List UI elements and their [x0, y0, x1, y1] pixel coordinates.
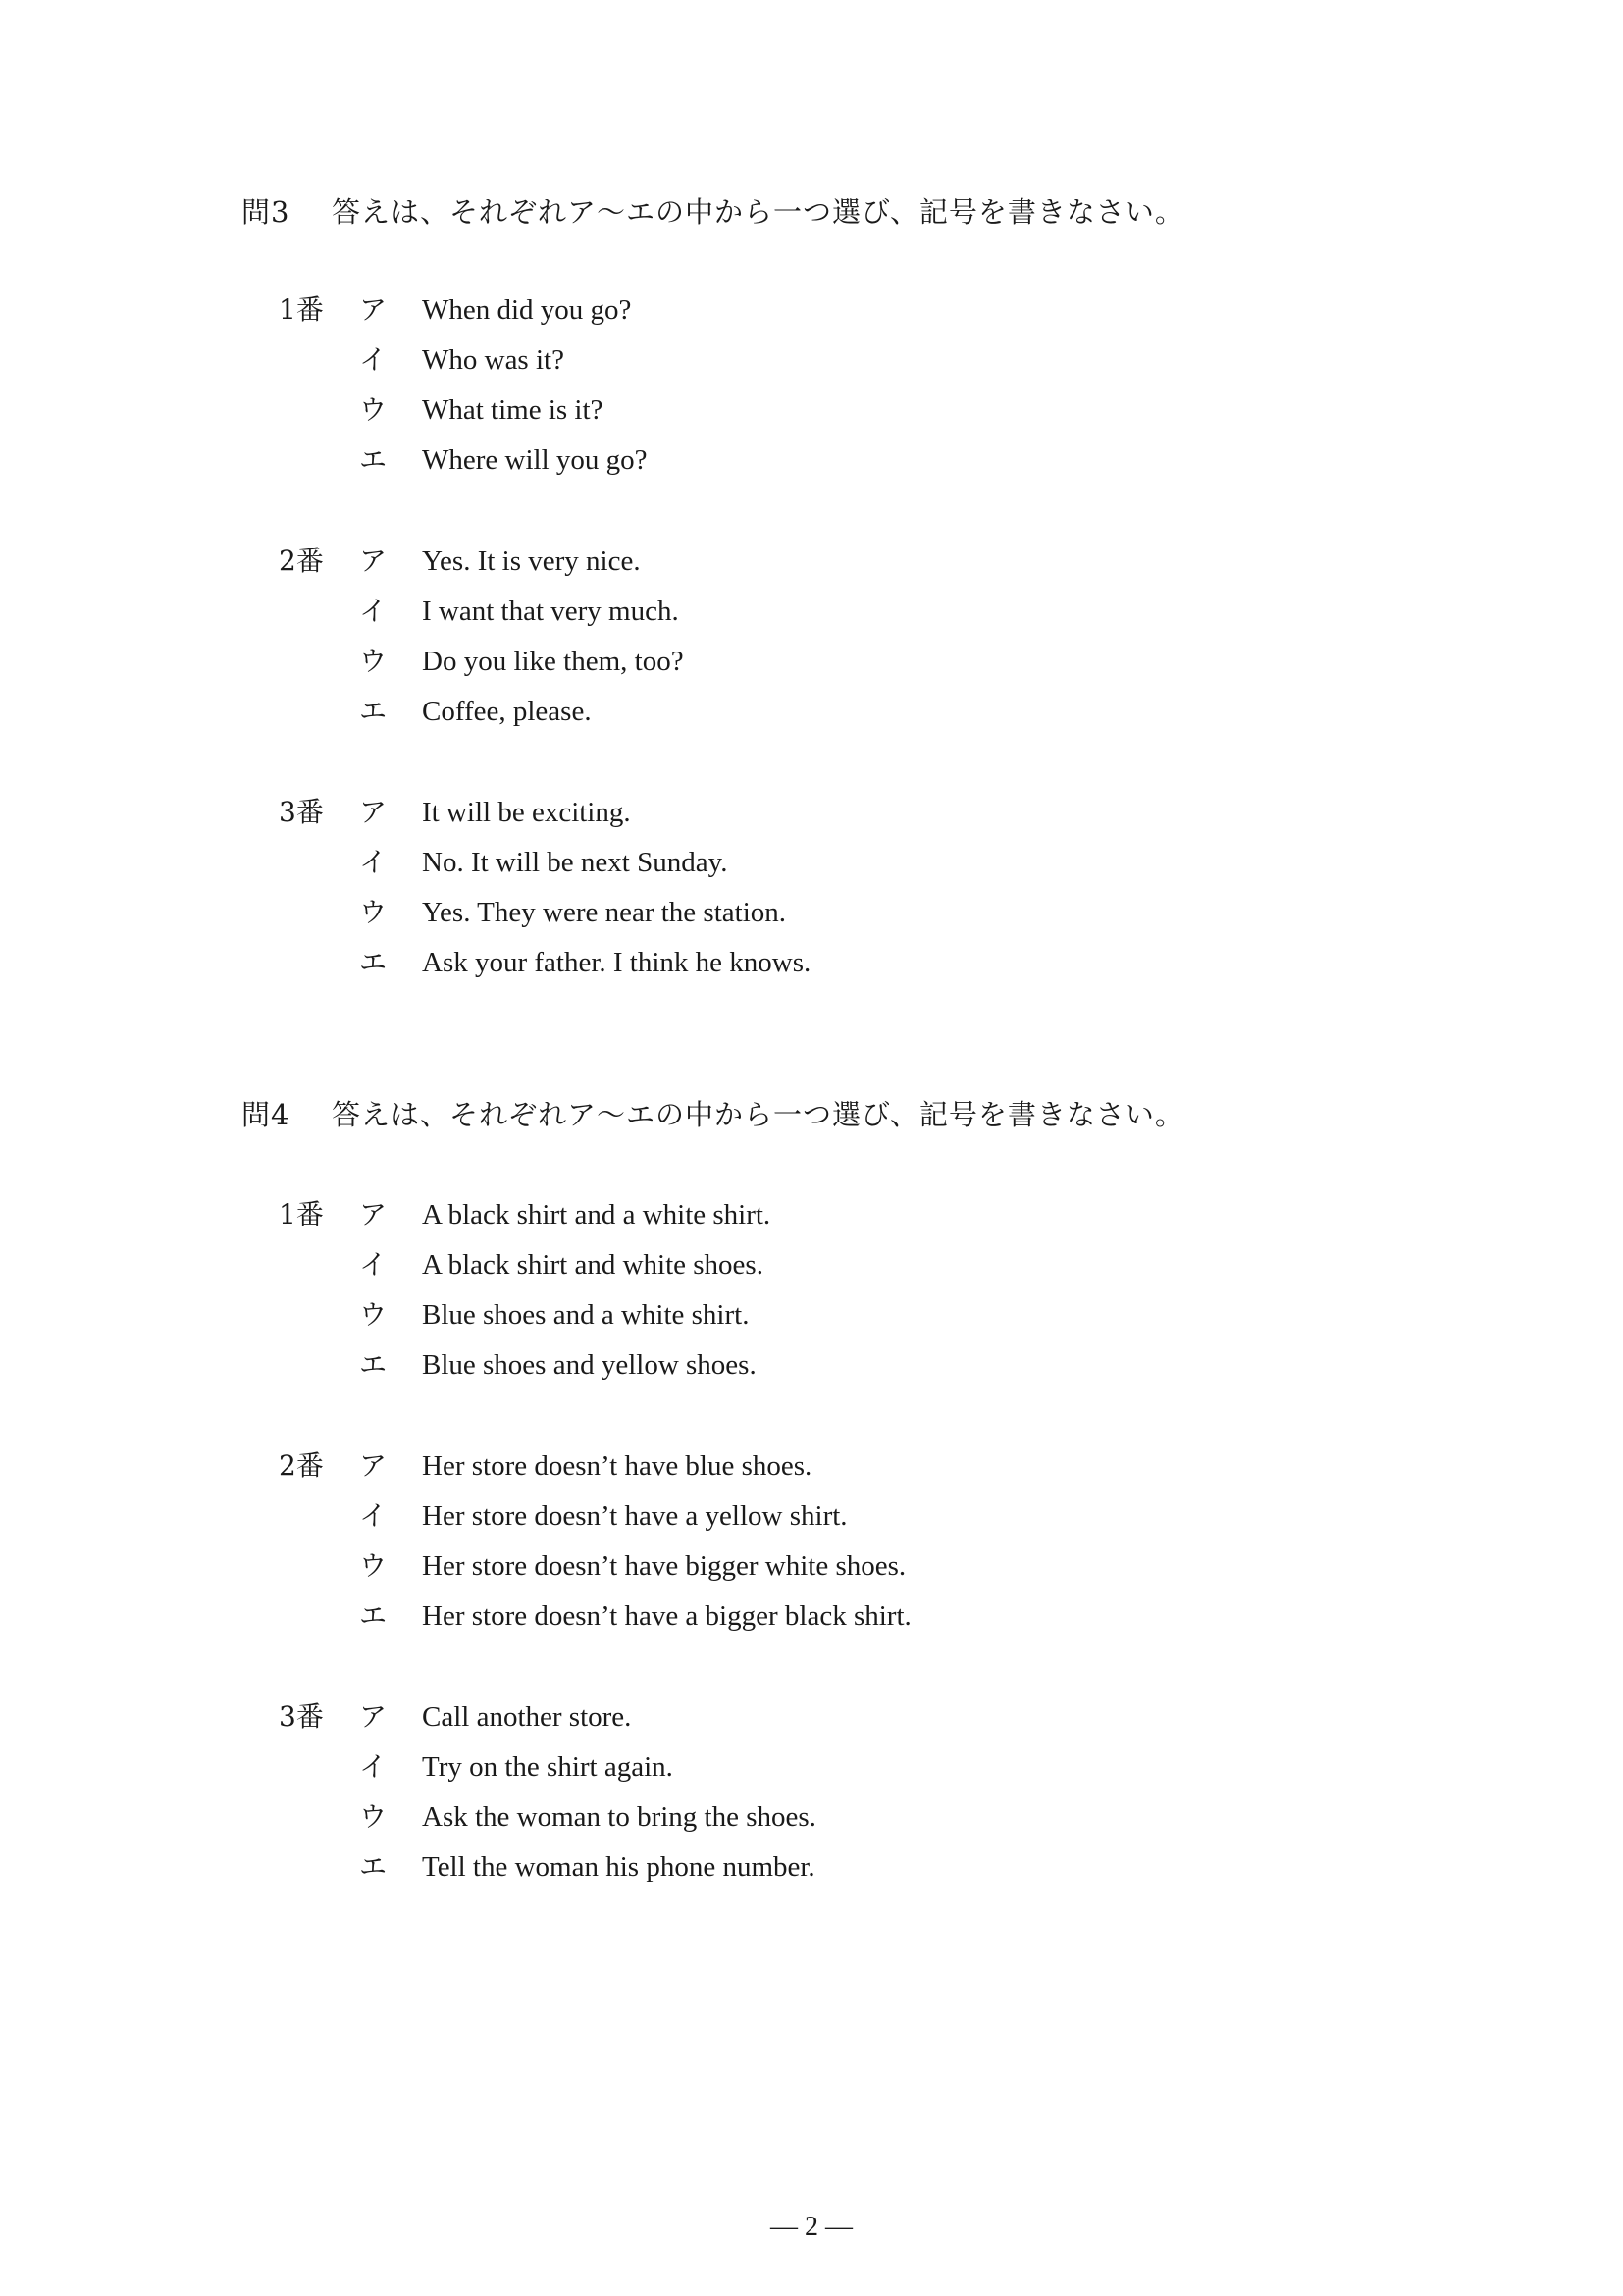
- option-text: Her store doesn’t have a bigger black shirt.: [422, 1600, 912, 1632]
- section-number: 問3: [241, 195, 290, 229]
- option-text: When did you go?: [422, 294, 632, 326]
- section-q4: [241, 1095, 1517, 1883]
- option-text: Her store doesn’t have a yellow shirt.: [422, 1500, 848, 1532]
- option-text: Yes. It is very nice.: [422, 546, 641, 577]
- option-kana: イ: [359, 1248, 388, 1280]
- option-text: Coffee, please.: [422, 696, 592, 727]
- question-label: 1番: [279, 293, 324, 326]
- option-text: Call another store.: [422, 1701, 632, 1733]
- option-text: It will be exciting.: [422, 797, 631, 828]
- option-text: Yes. They were near the station.: [422, 897, 787, 928]
- option-text: Do you like them, too?: [422, 646, 684, 677]
- option-text: No. It will be next Sunday.: [422, 847, 728, 878]
- section-header: [241, 1095, 1517, 1134]
- option-text: I want that very much.: [422, 596, 679, 627]
- question-label: 3番: [279, 1700, 324, 1733]
- section-number: 問4: [241, 1098, 290, 1131]
- option-kana: ウ: [359, 393, 388, 426]
- option-kana: エ: [359, 444, 388, 476]
- option-text: Blue shoes and a white shirt.: [422, 1299, 750, 1331]
- option-kana: ウ: [359, 1298, 388, 1331]
- option-kana: ウ: [359, 1800, 388, 1833]
- option-kana: ウ: [359, 645, 388, 677]
- option-kana: エ: [359, 1348, 388, 1381]
- option-kana: エ: [359, 946, 388, 978]
- option-kana: イ: [359, 1750, 388, 1783]
- question-label: 2番: [279, 545, 324, 577]
- option-kana: イ: [359, 846, 388, 878]
- option-kana: エ: [359, 695, 388, 727]
- option-kana: ア: [359, 293, 388, 326]
- option-kana: ウ: [359, 896, 388, 928]
- option-text: A black shirt and a white shirt.: [422, 1199, 771, 1230]
- option-kana: ア: [359, 1449, 388, 1482]
- section-q3: [241, 192, 1517, 978]
- option-kana: ア: [359, 1198, 388, 1230]
- option-text: Blue shoes and yellow shoes.: [422, 1349, 757, 1381]
- section-instruction: 答えは、それぞれア～エの中から一つ選び、記号を書きなさい。: [332, 1098, 1184, 1131]
- option-text: Ask your father. I think he knows.: [422, 947, 812, 978]
- option-kana: エ: [359, 1851, 388, 1883]
- option-text: Her store doesn’t have blue shoes.: [422, 1450, 812, 1482]
- option-kana: ウ: [359, 1549, 388, 1582]
- option-kana: エ: [359, 1599, 388, 1632]
- option-kana: ア: [359, 545, 388, 577]
- section-instruction: 答えは、それぞれア～エの中から一つ選び、記号を書きなさい。: [332, 195, 1184, 229]
- option-text: Tell the woman his phone number.: [422, 1852, 815, 1883]
- question-label: 3番: [279, 796, 324, 828]
- page-number: — 2 —: [770, 2212, 853, 2242]
- question-label: 2番: [279, 1449, 324, 1482]
- option-text: Her store doesn’t have bigger white shoes.: [422, 1550, 907, 1582]
- option-kana: イ: [359, 343, 388, 376]
- option-text: Ask the woman to bring the shoes.: [422, 1801, 816, 1833]
- option-kana: ア: [359, 1700, 388, 1733]
- question-label: 1番: [279, 1198, 324, 1230]
- option-text: Where will you go?: [422, 444, 648, 476]
- option-text: Try on the shirt again.: [422, 1751, 673, 1783]
- option-text: A black shirt and white shoes.: [422, 1249, 763, 1280]
- section-header: [241, 192, 1517, 232]
- option-text: What time is it?: [422, 394, 603, 426]
- option-kana: イ: [359, 595, 388, 627]
- option-kana: イ: [359, 1499, 388, 1532]
- option-kana: ア: [359, 796, 388, 828]
- option-text: Who was it?: [422, 344, 564, 376]
